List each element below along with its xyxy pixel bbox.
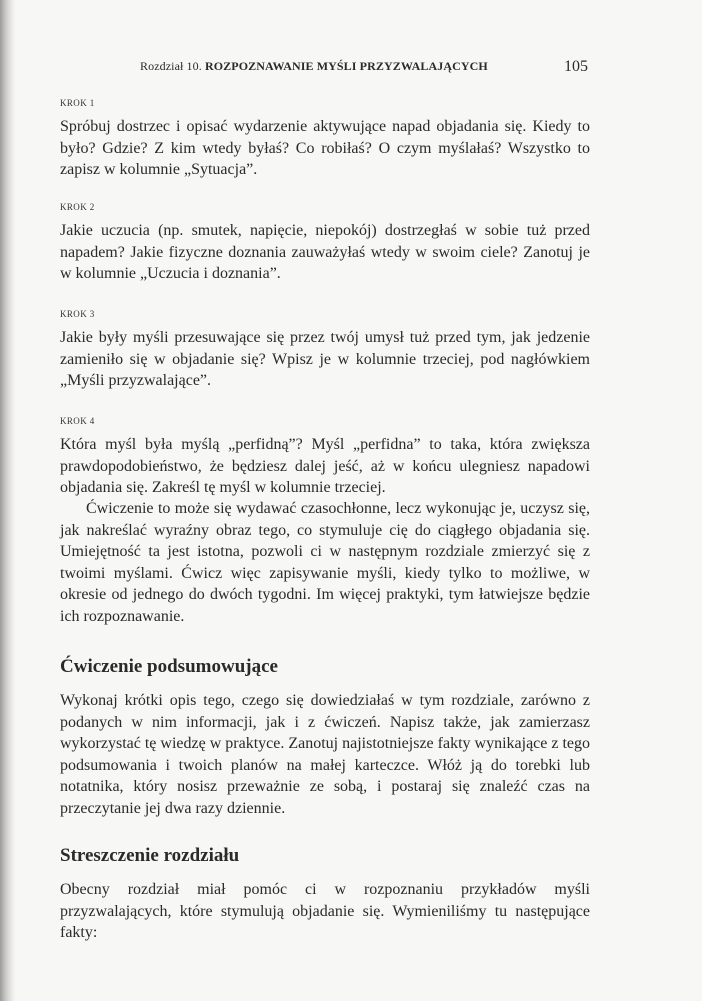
chapter-summary-text: Obecny rozdział miał pomóc ci w rozpoznaniu przykładów myśli przyzwalających, które stymulują objadanie się. Wymieniliśmy tu następujące fakty: (60, 881, 590, 941)
step-3-label: KROK 3 (60, 309, 95, 319)
running-head (60, 59, 590, 79)
step-4-label: KROK 4 (60, 416, 95, 426)
step-1-text: Spróbuj dostrzec i opisać wydarzenie aktywujące napad objadania się. Kiedy to było? Gdzie? Z kim wtedy byłaś? Co robiłaś? O czym myślałaś? Wszystko to zapisz w kolumnie „Sytuacja”. (60, 118, 590, 178)
step-3-text: Jakie były myśli przesuwające się przez twój umysł tuż przed tym, jak jedzenie zamieniło się w objadanie się? Wpisz je w kolumnie trzeciej, pod nagłówkiem „Myśli przyzwalające”. (60, 329, 590, 389)
step-4-text: Która myśl była myślą „perfidną”? Myśl „perfidna” to taka, która zwiększa prawdopodobieństwo, że będziesz dalej jeść, aż w końcu ulegniesz napadowi objadania się. Zakreśl tę myśl w kolumnie trzeciej. (60, 436, 590, 496)
chapter-summary-heading: Streszczenie rozdziału (60, 845, 240, 866)
step-2-text: Jakie uczucia (np. smutek, napięcie, niepokój) dostrzegłaś w sobie tuż przed napadem? Jakie fizyczne doznania zauważyłaś wtedy w swoim ciele? Zanotuj je w kolumnie „Uczucia i doznania”. (60, 222, 590, 282)
exercise-paragraph: Ćwiczenie to może się wydawać czasochłonne, lecz wykonując je, uczysz się, jak nakreślać wyraźny obraz tego, co stymuluje cię do ciągłego objadania się. Umiejętność ta jest istotna, pozwoli ci w następnym rozdziale zmierzyć się z twoimi myślami. Ćwicz więc zapisywanie myśli, kiedy tylko to możliwe, w okresie od jednego do dwóch tygodni. Im więcej praktyki, tym łatwiejsze będzie ich rozpoznawanie. (60, 500, 590, 625)
summary-exercise-text: Wykonaj krótki opis tego, czego się dowiedziałaś w tym rozdziale, zarówno z podanych w nim informacji, jak i z ćwiczeń. Napisz także, jak zamierzasz wykorzystać tę wiedzę w praktyce. Zanotuj najistotniejsze fakty wynikające z tego podsumowania i twoich planów na małej karteczce. Włóż ją do torebki lub notatnika, który nosisz przeważnie ze sobą, i postaraj się znaleźć czas na przeczytanie jej dwa razy dziennie. (60, 692, 591, 817)
step-1-label: KROK 1 (60, 98, 95, 108)
page-number: 105 (564, 58, 588, 75)
chapter-label: Rozdział 10. (140, 59, 202, 73)
step-2-label: KROK 2 (60, 202, 95, 212)
chapter-title: ROZPOZNAWANIE MYŚLI PRZYZWALAJĄCYCH (204, 59, 488, 73)
page-spine-shadow (0, 0, 16, 1001)
running-head-text (140, 59, 488, 74)
summary-exercise-heading: Ćwiczenie podsumowujące (60, 656, 278, 677)
